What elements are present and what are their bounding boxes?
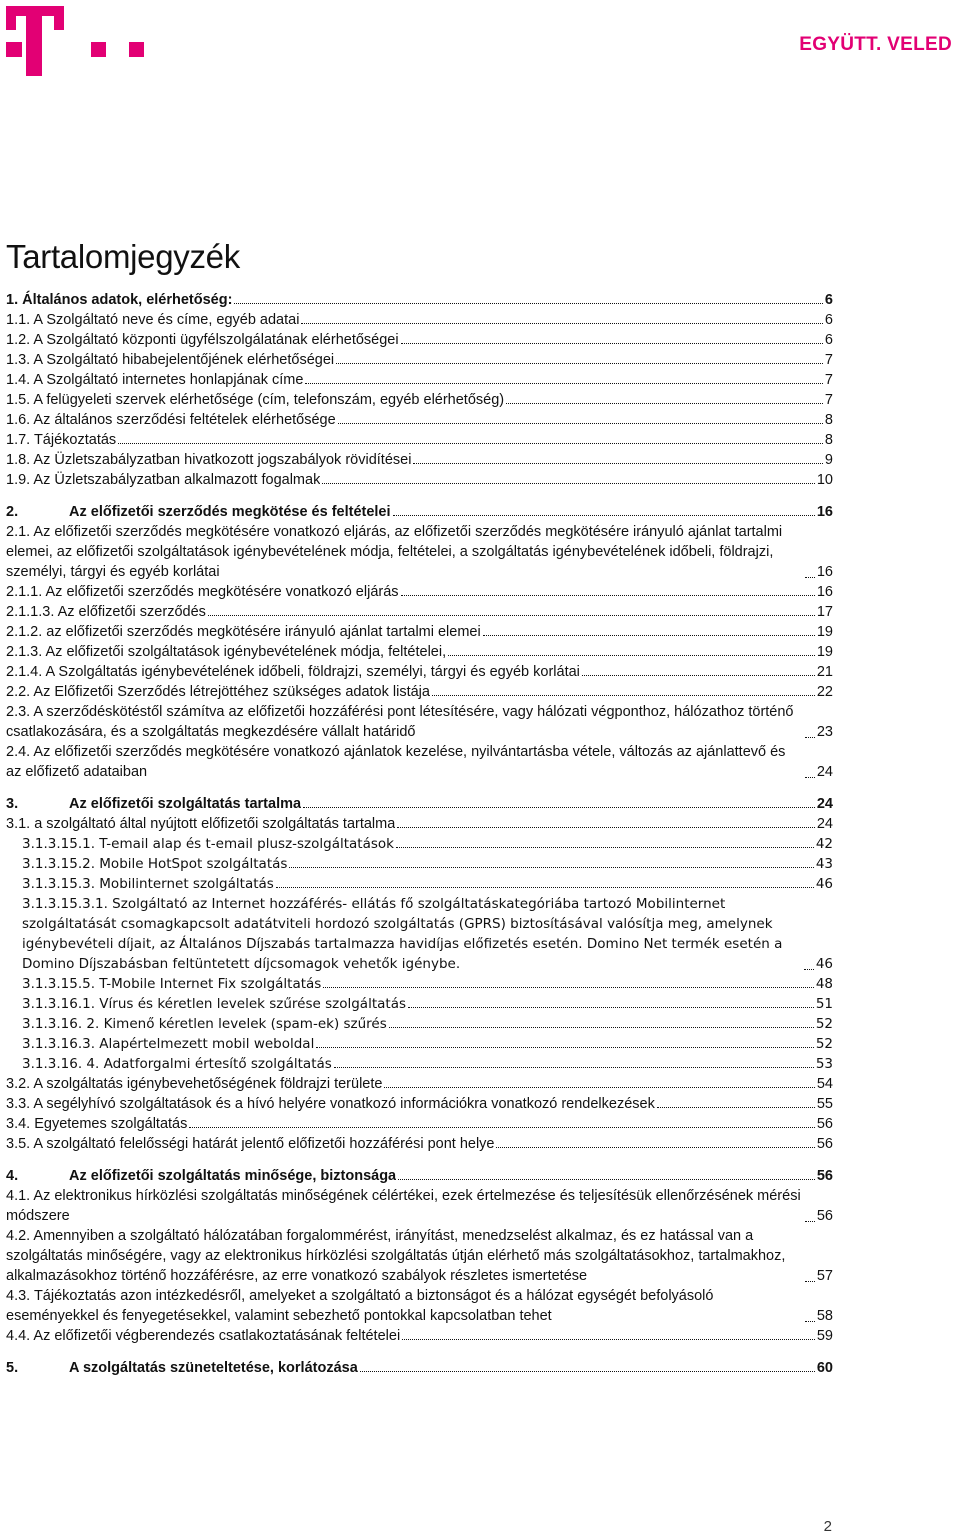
brand-tagline: EGYÜTT. VELED <box>799 34 952 55</box>
toc-entry[interactable]: 3.1.3.16.3. Alapértelmezett mobil weboldal 52 <box>22 1036 833 1052</box>
toc-entry[interactable]: 3.1. a szolgáltató által nyújtott előfizetői szolgáltatás tartalma 24 <box>6 816 833 832</box>
toc-entry[interactable]: 4.2. Amennyiben a szolgáltató hálózatában forgalommérést, irányítást, menedzselést alkalmaz, és ez hatással van a szolgáltatás minőségére, vagy az elektronikus hírközlési szolgáltatás útján elérhető más szolgáltatásokhoz, tartalmakhoz, alkalmazásokhoz történő hozzáférésre, az erre vonatkozó szabályok részletes ismertetése 57 <box>6 1228 833 1284</box>
toc-entry[interactable]: 4.1. Az elektronikus hírközlési szolgáltatás minőségének célértékei, ezek értelmezése és teljesítésük ellenőrzésének mérési módszere 56 <box>6 1188 833 1224</box>
toc-entry[interactable]: 2.4. Az előfizetői szerződés megkötésére vonatkozó ajánlatok kezelése, nyilvántartásba vétele, változás az ajánlattevő és az előfizető adataiban 24 <box>6 744 833 780</box>
toc-chapter[interactable]: 4. Az előfizetői szolgáltatás minősége, biztonsága 56 <box>6 1168 833 1184</box>
toc-entry[interactable]: 3.3. A segélyhívó szolgáltatások és a hívó helyére vonatkozó információkra vonatkozó rendelkezések 55 <box>6 1096 833 1112</box>
toc-entry[interactable]: 1.5. A felügyeleti szervek elérhetősége (cím, telefonszám, egyéb elérhetőség) 7 <box>6 392 833 408</box>
toc-entry[interactable]: 3.4. Egyetemes szolgáltatás 56 <box>6 1116 833 1132</box>
toc-entry[interactable]: 2.1.3. Az előfizetői szolgáltatások igénybevételének módja, feltételei, 19 <box>6 644 833 660</box>
toc-entry[interactable]: 3.1.3.16.1. Vírus és kéretlen levelek szűrése szolgáltatás 51 <box>22 996 833 1012</box>
toc-entry[interactable]: 3.2. A szolgáltatás igénybevehetőségének földrajzi területe 54 <box>6 1076 833 1092</box>
toc-entry[interactable]: 2.1.1. Az előfizetői szerződés megkötésére vonatkozó eljárás 16 <box>6 584 833 600</box>
toc-entry[interactable]: 2.1. Az előfizetői szerződés megkötésére vonatkozó eljárás, az előfizetői szerződés megkötésére irányuló ajánlat tartalmi elemei, az előfizetői szolgáltatások igénybevételének módja, feltételei, a szolgáltatás igénybevételének időbeli, földrajzi, személyi, tárgyi és egyéb korlátai 16 <box>6 524 833 580</box>
toc-entry[interactable]: 3.1.3.15.3. Mobilinternet szolgáltatás 46 <box>22 876 833 892</box>
toc-entry[interactable]: 1.1. A Szolgáltató neve és címe, egyéb adatai 6 <box>6 312 833 328</box>
toc-entry[interactable]: 1.2. A Szolgáltató központi ügyfélszolgálatának elérhetőségei 6 <box>6 332 833 348</box>
toc-entry[interactable]: 3.1.3.15.3.1. Szolgáltató az Internet hozzáférés- ellátás fő szolgáltatáskategóriába tartozó Mobilinternet szolgáltatását csomagkapcsolt adatátviteli hordozó szolgáltatás (GPRS) biztosításával valósítja meg, amelynek igénybevételi díjait, az Általános Díjszabás tartalmazza havidíjas előfizetés esetén. Domino Net termék esetén a Domino Díjszabásban feltüntetett díjcsomagok vehetők igénybe. 46 <box>22 896 833 972</box>
toc-title: Tartalomjegyzék <box>6 238 240 275</box>
toc-entry[interactable]: 1.9. Az Üzletszabályzatban alkalmazott fogalmak 10 <box>6 472 833 488</box>
toc-entry[interactable]: 1.8. Az Üzletszabályzatban hivatkozott jogszabályok rövidítései 9 <box>6 452 833 468</box>
toc-chapter[interactable]: 2. Az előfizetői szerződés megkötése és feltételei 16 <box>6 504 833 520</box>
toc-entry[interactable]: 2.2. Az Előfizetői Szerződés létrejöttéhez szükséges adatok listája 22 <box>6 684 833 700</box>
toc-entry[interactable]: 1.3. A Szolgáltató hibabejelentőjének elérhetőségei 7 <box>6 352 833 368</box>
toc-entry[interactable]: 2.3. A szerződéskötéstől számítva az előfizetői hozzáférési pont létesítésére, vagy hálózati végponthoz, hálózathoz történő csatlakozására, és a szolgáltatás megkezdésére vállalt határidő 23 <box>6 704 833 740</box>
toc-entry[interactable]: 4.4. Az előfizetői végberendezés csatlakoztatásának feltételei 59 <box>6 1328 833 1344</box>
table-of-contents <box>6 290 833 1378</box>
toc-entry[interactable]: 3.1.3.16. 4. Adatforgalmi értesítő szolgáltatás 53 <box>22 1056 833 1072</box>
toc-chapter[interactable]: 3. Az előfizetői szolgáltatás tartalma 24 <box>6 796 833 812</box>
toc-entry[interactable]: 3.1.3.16. 2. Kimenő kéretlen levelek (spam-ek) szűrés 52 <box>22 1016 833 1032</box>
toc-entry[interactable]: 3.5. A szolgáltató felelősségi határát jelentő előfizetői hozzáférési pont helye 56 <box>6 1136 833 1152</box>
toc-entry[interactable]: 4.3. Tájékoztatás azon intézkedésről, amelyeket a szolgáltató a biztonságot és a hálózat egységét befolyásoló eseményekkel és fenyegetésekkel, valamint sebezhető pontokkal kapcsolatban tehet 58 <box>6 1288 833 1324</box>
toc-entry[interactable]: 2.1.1.3. Az előfizetői szerződés 17 <box>6 604 833 620</box>
toc-entry[interactable]: 1.6. Az általános szerződési feltételek elérhetősége 8 <box>6 412 833 428</box>
toc-entry[interactable]: 3.1.3.15.2. Mobile HotSpot szolgáltatás 43 <box>22 856 833 872</box>
toc-entry[interactable]: 3.1.3.15.5. T-Mobile Internet Fix szolgáltatás 48 <box>22 976 833 992</box>
toc-entry[interactable]: 2.1.2. az előfizetői szerződés megkötésére irányuló ajánlat tartalmi elemei 19 <box>6 624 833 640</box>
toc-chapter[interactable]: 5. A szolgáltatás szüneteltetése, korlátozása 60 <box>6 1360 833 1376</box>
toc-entry[interactable]: 1.4. A Szolgáltató internetes honlapjának címe 7 <box>6 372 833 388</box>
toc-entry[interactable]: 1. Általános adatok, elérhetőség: 6 <box>6 292 833 308</box>
toc-entry[interactable]: 3.1.3.15.1. T-email alap és t-email plusz-szolgáltatások 42 <box>22 836 833 852</box>
toc-entry[interactable]: 2.1.4. A Szolgáltatás igénybevételének időbeli, földrajzi, személyi, tárgyi és egyéb korlátai 21 <box>6 664 833 680</box>
toc-entry[interactable]: 1.7. Tájékoztatás 8 <box>6 432 833 448</box>
telekom-logo <box>6 6 146 76</box>
page-number: 2 <box>823 1518 832 1535</box>
